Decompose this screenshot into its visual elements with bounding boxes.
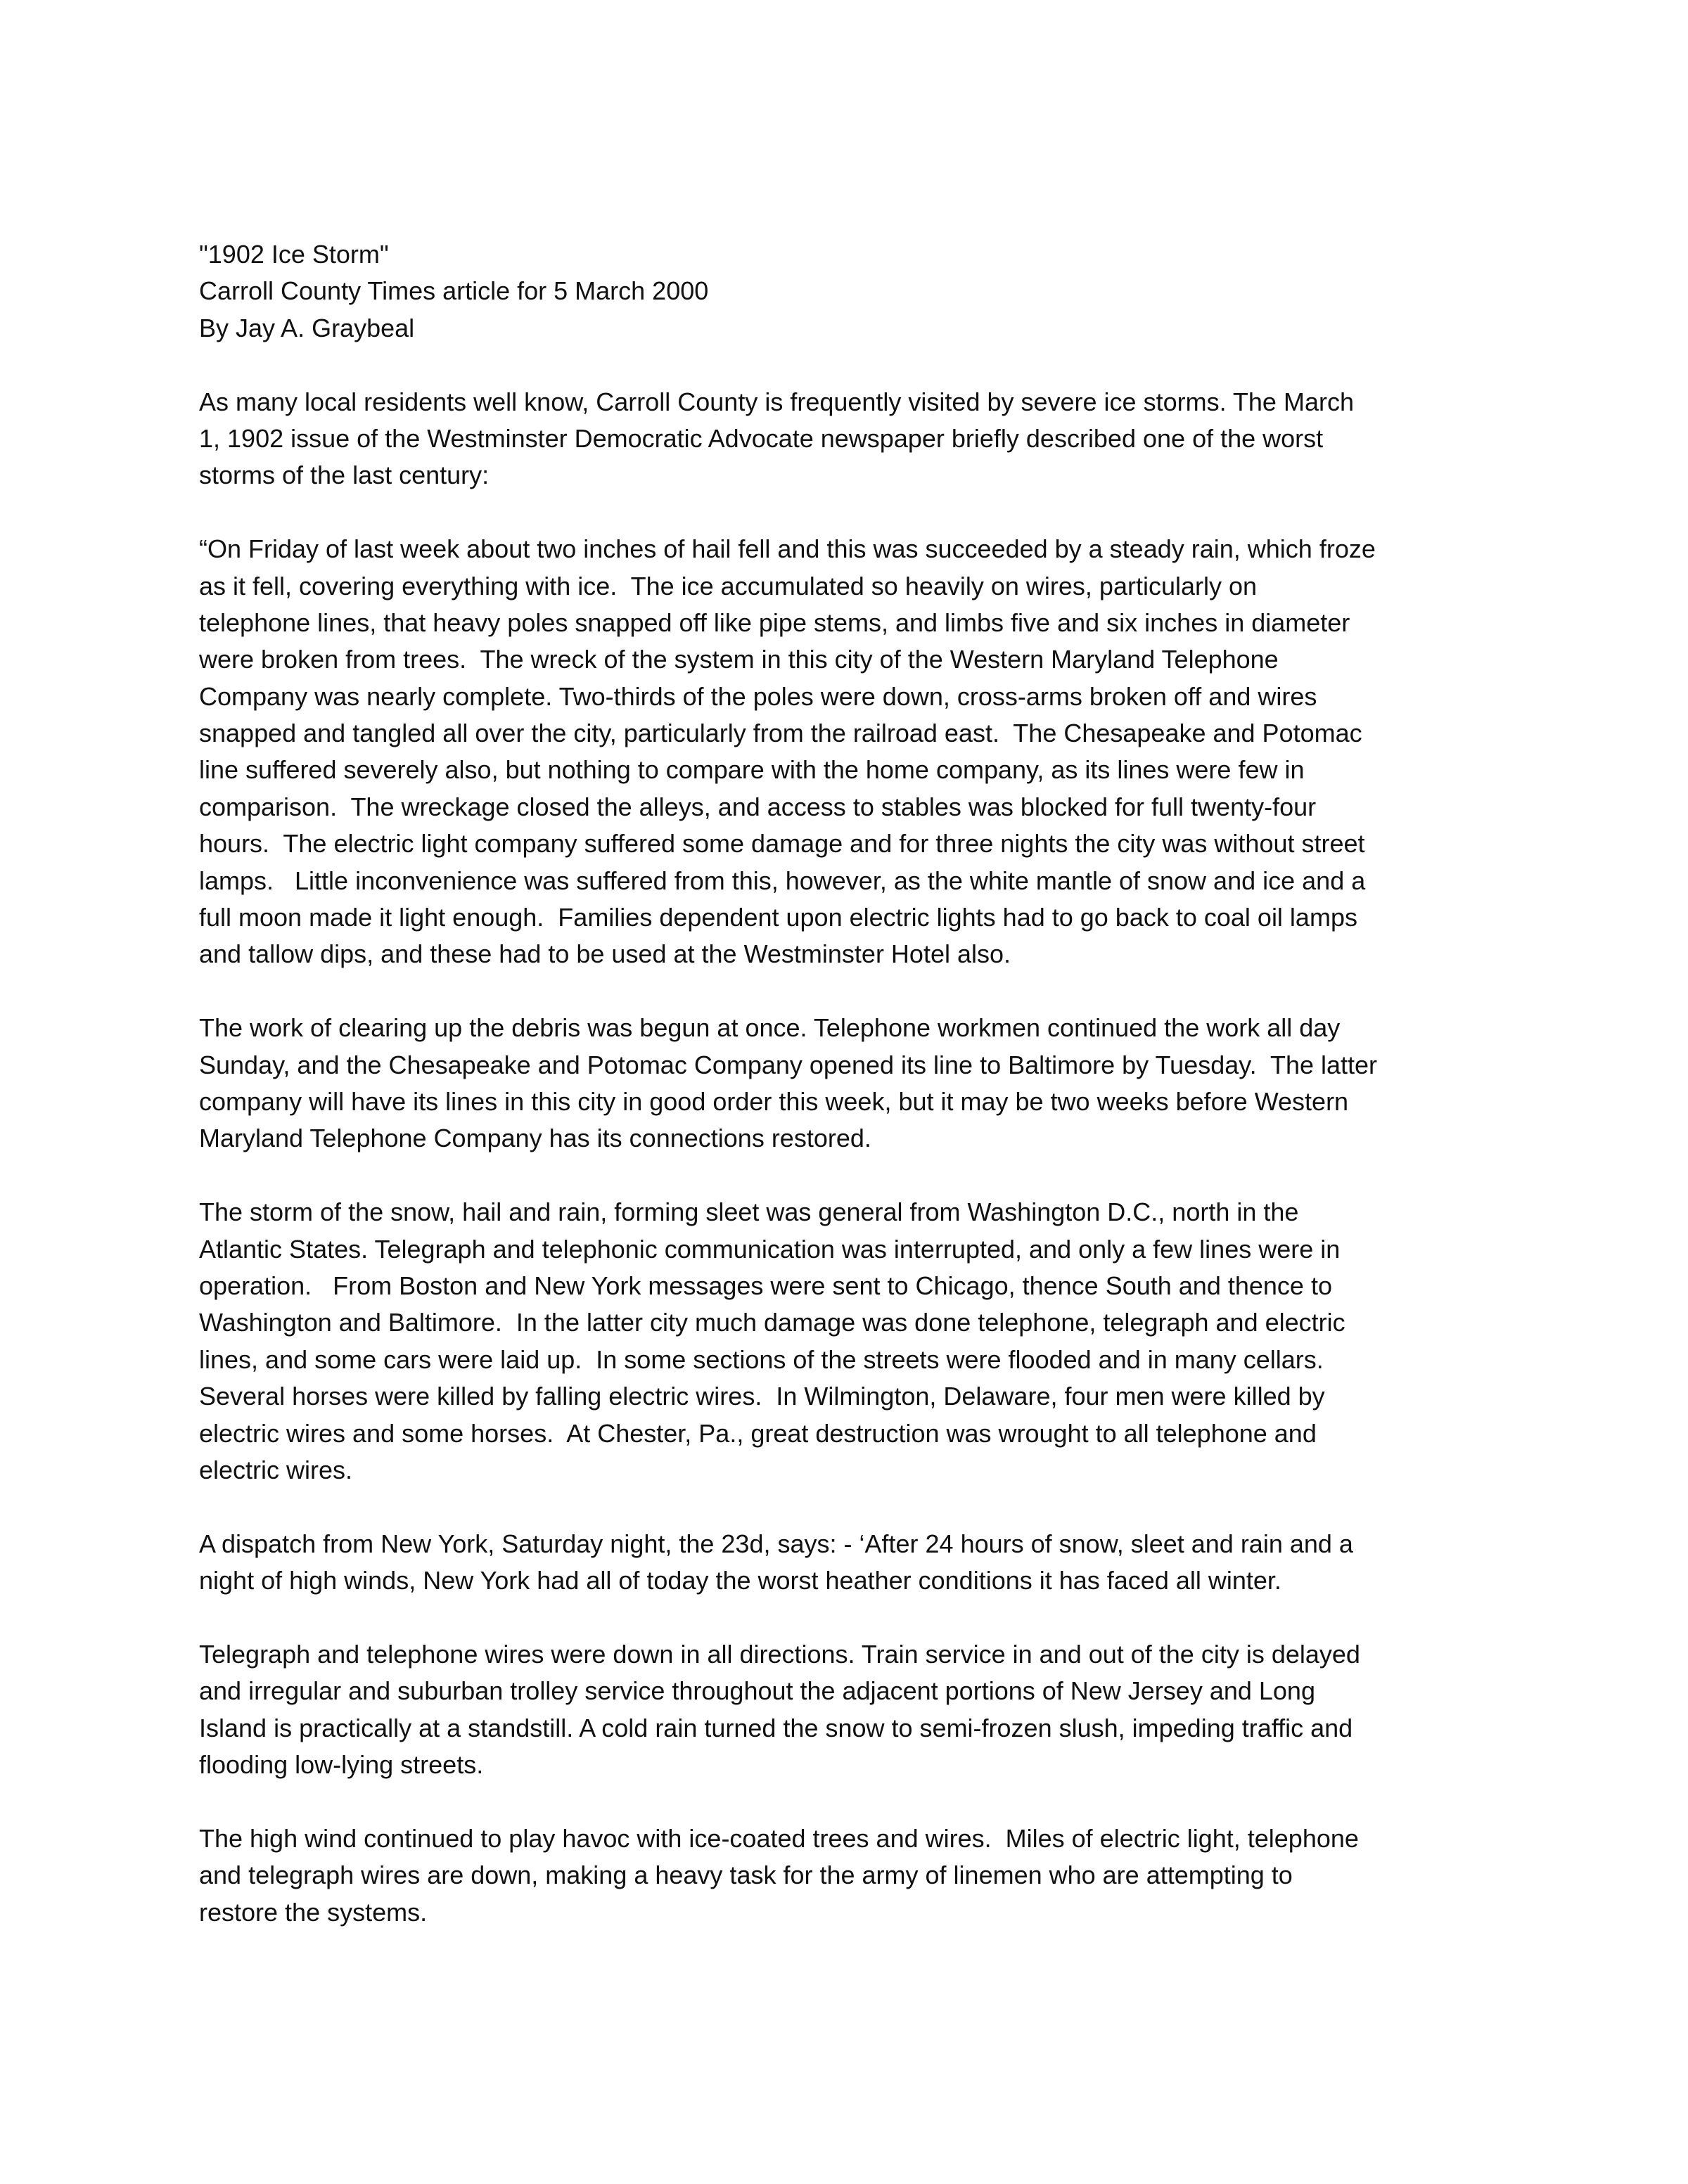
paragraph-line: full moon made it light enough. Families dependent upon electric lights had to go back to coal oil lamps bbox=[199, 903, 1357, 932]
paragraph-line: “On Friday of last week about two inches of hail fell and this was succeeded by a steady rain, which froze bbox=[199, 534, 1376, 564]
document-page bbox=[199, 236, 1535, 1931]
paragraph-line: The storm of the snow, hail and rain, forming sleet was general from Washington D.C., north in the bbox=[199, 1197, 1299, 1227]
paragraph-line: storms of the last century: bbox=[199, 461, 490, 490]
paragraph-line: company will have its lines in this city in good order this week, but it may be two weeks before Western bbox=[199, 1086, 1349, 1116]
paragraph-line: 1, 1902 issue of the Westminster Democratic Advocate newspaper briefly described one of the worst bbox=[199, 423, 1324, 453]
article-source: Carroll County Times article for 5 March 2000 bbox=[199, 276, 709, 306]
paragraph bbox=[199, 1010, 1535, 1157]
paragraph-line: snapped and tangled all over the city, particularly from the railroad east. The Chesapeake and Potomac bbox=[199, 719, 1362, 748]
paragraph-line: As many local residents well know, Carroll County is frequently visited by severe ice storms. The March bbox=[199, 387, 1354, 416]
paragraph-line: Atlantic States. Telegraph and telephonic communication was interrupted, and only a few lines were in bbox=[199, 1234, 1341, 1264]
paragraph-line: electric wires. bbox=[199, 1455, 353, 1484]
paragraph-line: Company was nearly complete. Two-thirds of the poles were down, cross-arms broken off and wires bbox=[199, 681, 1317, 711]
paragraph-line: restore the systems. bbox=[199, 1897, 428, 1927]
paragraph-line: and telegraph wires are down, making a heavy task for the army of linemen who are attempting to bbox=[199, 1861, 1293, 1890]
article-title: "1902 Ice Storm" bbox=[199, 240, 389, 269]
paragraph-line: operation. From Boston and New York messages were sent to Chicago, thence South and thence to bbox=[199, 1271, 1332, 1300]
paragraph-line: hours. The electric light company suffered some damage and for three nights the city was without street bbox=[199, 829, 1365, 859]
paragraph-spacer bbox=[199, 1599, 1535, 1636]
paragraph-spacer bbox=[199, 1489, 1535, 1525]
paragraph-line: and irregular and suburban trolley service throughout the adjacent portions of New Jersey and Long bbox=[199, 1676, 1315, 1706]
paragraph-line: as it fell, covering everything with ice. The ice accumulated so heavily on wires, particularly on bbox=[199, 571, 1258, 600]
paragraph-line: Island is practically at a standstill. A cold rain turned the snow to semi-frozen slush, impeding traffic and bbox=[199, 1713, 1353, 1742]
paragraph-spacer bbox=[199, 494, 1535, 531]
paragraph-line: Washington and Baltimore. In the latter city much damage was done telephone, telegraph and electric bbox=[199, 1308, 1345, 1337]
paragraph-line: Sunday, and the Chesapeake and Potomac Company opened its line to Baltimore by Tuesday. The latter bbox=[199, 1050, 1378, 1079]
paragraph-line: lamps. Little inconvenience was suffered from this, however, as the white mantle of snow and ice and a bbox=[199, 866, 1366, 895]
paragraph bbox=[199, 1526, 1535, 1600]
paragraph bbox=[199, 384, 1535, 494]
paragraph-line: telephone lines, that heavy poles snapped off like pipe stems, and limbs five and six inches in diameter bbox=[199, 608, 1350, 637]
paragraph bbox=[199, 1194, 1535, 1489]
paragraph-line: were broken from trees. The wreck of the system in this city of the Western Maryland Telephone bbox=[199, 645, 1279, 674]
paragraph-line: Telegraph and telephone wires were down in all directions. Train service in and out of the city is delayed bbox=[199, 1639, 1360, 1669]
article-byline: By Jay A. Graybeal bbox=[199, 313, 415, 342]
paragraph bbox=[199, 1820, 1535, 1931]
paragraph-line: lines, and some cars were laid up. In some sections of the streets were flooded and in many cellars. bbox=[199, 1344, 1324, 1374]
paragraph-line: and tallow dips, and these had to be used at the Westminster Hotel also. bbox=[199, 939, 1011, 969]
paragraph-line: A dispatch from New York, Saturday night, the 23d, says: - ‘After 24 hours of snow, sleet and rain and a bbox=[199, 1529, 1353, 1558]
paragraph-line: comparison. The wreckage closed the alleys, and access to stables was blocked for full twenty-four bbox=[199, 792, 1317, 821]
paragraph-line: The high wind continued to play havoc with ice-coated trees and wires. Miles of electric light, telephone bbox=[199, 1823, 1359, 1853]
paragraph-spacer bbox=[199, 1783, 1535, 1820]
paragraph-line: The work of clearing up the debris was begun at once. Telephone workmen continued the work all day bbox=[199, 1013, 1341, 1043]
paragraph-line: night of high winds, New York had all of today the worst heather conditions it has faced all winter. bbox=[199, 1566, 1281, 1595]
paragraph-line: electric wires and some horses. At Chester, Pa., great destruction was wrought to all telephone and bbox=[199, 1418, 1317, 1448]
article-body bbox=[199, 347, 1535, 1931]
paragraph-spacer bbox=[199, 1157, 1535, 1194]
paragraph bbox=[199, 531, 1535, 973]
paragraph bbox=[199, 1636, 1535, 1784]
paragraph-line: flooding low-lying streets. bbox=[199, 1750, 484, 1780]
paragraph-line: Several horses were killed by falling electric wires. In Wilmington, Delaware, four men were killed by bbox=[199, 1382, 1325, 1411]
paragraph-spacer bbox=[199, 973, 1535, 1010]
paragraph-line: Maryland Telephone Company has its connections restored. bbox=[199, 1124, 871, 1153]
paragraph-spacer bbox=[199, 347, 1535, 383]
paragraph-line: line suffered severely also, but nothing to compare with the home company, as its lines were few in bbox=[199, 755, 1305, 785]
